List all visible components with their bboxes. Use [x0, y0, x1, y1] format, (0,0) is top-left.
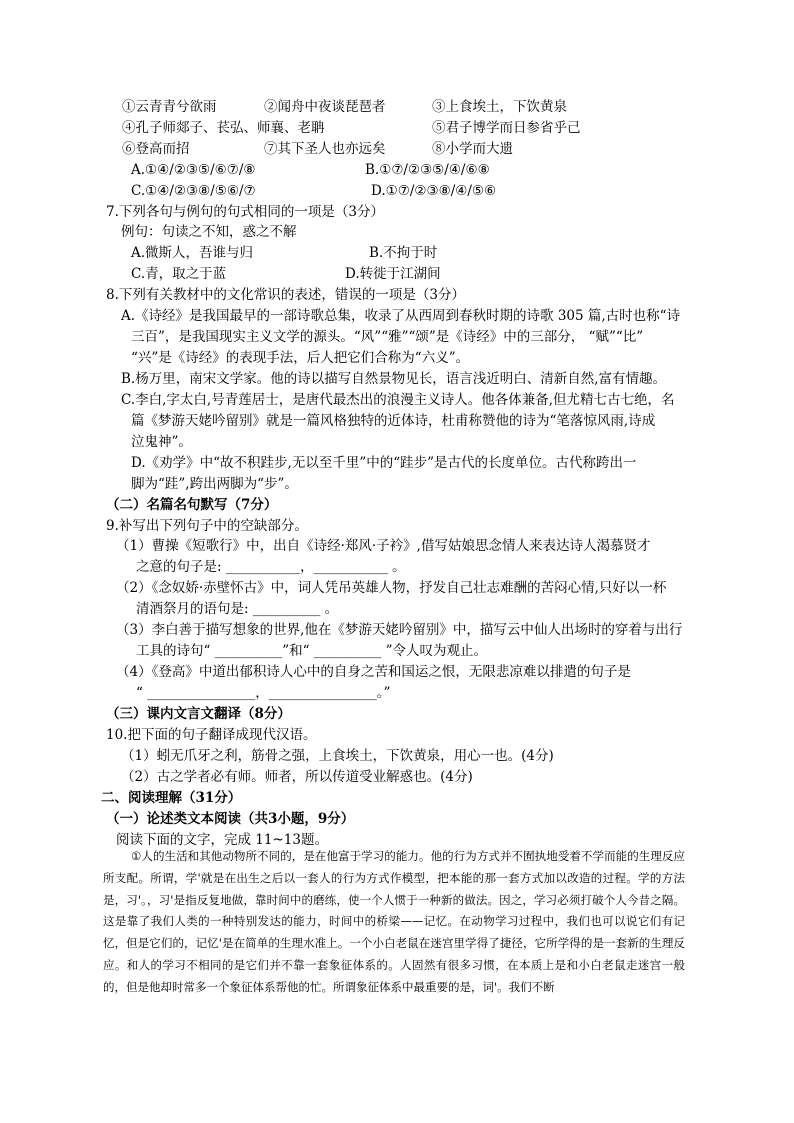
section-translation-heading: （三）课内文言文翻译（8分） — [106, 706, 291, 722]
q10-sentence-1: （1）蚓无爪牙之利，筋骨之强，上食埃土，下饮黄泉，用心一也。(4分) — [121, 748, 554, 764]
q6-item-4: ④孔子师郯子、苌弘、师襄、老聃 — [122, 120, 325, 136]
q7-option-d: D.转徙于江湖间 — [345, 266, 441, 282]
q6-item-2: ②闻舟中夜谈琵琶者 — [264, 99, 386, 115]
q8-a-line1: A.《诗经》是我国最早的一部诗歌总集，收录了从西周到春秋时期的诗歌 305 篇,古时也称“诗 — [121, 308, 681, 324]
q6-item-1: ①云青青兮欲雨 — [122, 99, 217, 115]
q7-option-a: A.微斯人，吾谁与归 — [131, 245, 254, 261]
reading-instruction: 阅读下面的文字，完成 11~13题。 — [116, 832, 328, 848]
q9-s4-line1: （4）《登高》中道出郁积诗人心中的自身之苦和国运之恨，无限悲凉难以排遣的句子是 — [116, 664, 631, 680]
q6-option-c: C.①④/②③⑧/⑤⑥/⑦ — [131, 183, 256, 199]
q9-s2-line2: 清酒祭月的语句是: __________ 。 — [136, 601, 339, 617]
q9-s1-line1: （1）曹操《短歌行》中，出自《诗经·郑风·子衿》,借写姑娘思念情人来表达诗人渴慕贤才 — [116, 538, 651, 554]
q8-d-line1: D.《劝学》中“故不积跬步,无以至千里”中的“跬步”是古代的长度单位。古代称跨出一 — [131, 455, 637, 471]
q8-b-line1: B.杨万里，南宋文学家。他的诗以描写自然景物见长，语言浅近明白、清新自然,富有情趣。 — [121, 371, 667, 387]
q6-item-8: ⑧小学而大遗 — [432, 141, 513, 157]
q10-stem: 10.把下面的句子翻译成现代汉语。 — [106, 727, 317, 743]
q9-s2-line1: （2）《念奴娇·赤壁怀古》中，词人凭吊英雄人物，抒发自己壮志难酬的苦闷心情,只好以一杯 — [116, 580, 667, 596]
q7-option-c: C.青，取之于蓝 — [131, 266, 227, 282]
q8-stem: 8.下列有关教材中的文化常识的表述，错误的一项是（3分） — [106, 287, 465, 303]
q8-c-line3: 泣鬼神”。 — [131, 434, 192, 450]
q9-stem: 9.补写出下列句子中的空缺部分。 — [106, 518, 308, 534]
q6-item-5: ⑤君子博学而日参省乎己 — [432, 120, 581, 136]
q10-sentence-2: （2）古之学者必有师。师者，所以传道受业解惑也。(4分) — [121, 769, 473, 785]
q8-a-line2: 三百”，是我国现实主义文学的源头。“风”“雅”“颂”是《诗经》中的三部分， “赋”“比” — [131, 329, 644, 345]
q7-example: 例句：句读之不知，惑之不解 — [121, 224, 297, 240]
q8-a-line3: “兴”是《诗经》的表现手法，后人把它们合称为“六义”。 — [131, 350, 470, 366]
q8-d-line2: 脚为“跬”,跨出两脚为“步”。 — [131, 476, 298, 492]
q8-c-line2: 篇《梦游天姥吟留别》就是一篇风格独特的近体诗，杜甫称赞他的诗为“笔落惊风雨,诗成 — [131, 413, 656, 429]
q7-option-b: B.不拘于时 — [369, 245, 438, 261]
q9-s1-line2: 之意的句子是: ___________，___________ 。 — [136, 559, 406, 575]
q6-option-d: D.①⑦/②③⑧/④/⑤⑥ — [371, 183, 497, 199]
q6-item-3: ③上食埃土，下饮黄泉 — [432, 99, 567, 115]
q6-option-a: A.①④/②③⑤/⑥⑦/⑧ — [131, 162, 256, 178]
q9-s4-line2: “ ________________，________________。” — [136, 685, 391, 701]
q6-option-b: B.①⑦/②③⑤/④/⑥⑧ — [365, 162, 490, 178]
reading-passage: ①人的生活和其他动物所不同的，是在他富于学习的能力。他的行为方式并不囿执地受着不学而能的生理反应所支配。所谓，学'就是在出生之后以一套人的行为方式作模型，把本能的那一套方式加以改造的过程。学的方法是，习'。，习'是指反复地做，靠时间中的磨练，使一个人惯于一种新的做法。因之，学习必须打破个人今昔之隔。这是靠了我们人类的一种特别发达的能力，时间中的桥梁——记忆。在动物学习过程中，我们也可以说它们有记忆，但是它们的，记忆'是在简单的生理水准上。一个小白老鼠在迷宫里学得了捷径，它所学得的是一套新的生理反应。和人的学习不相同的是它们并不靠一套象征体系的。人固然有很多习惯，在本质上是和小白老鼠走迷宫一般的，但是他却时常多一个象征体系帮他的忙。所谓象征体系中最重要的是，词'。我们不断 — [103, 849, 685, 994]
q9-s3-line2: 工具的诗句“ __________”和“ __________ ”令人叹为观止。 — [136, 643, 487, 659]
section-dictation-heading: （二）名篇名句默写（7分） — [106, 497, 278, 513]
part2-heading: 二、阅读理解（31分） — [101, 790, 242, 806]
q8-c-line1: C.李白,字太白,号青莲居士，是唐代最杰出的浪漫主义诗人。他各体兼备,但尤精七古七绝，名 — [121, 392, 675, 408]
q7-stem: 7.下列各句与例句的句式相同的一项是（3分） — [106, 204, 384, 220]
q9-s3-line1: （3）李白善于描写想象的世界,他在《梦游天姥吟留别》中，描写云中仙人出场时的穿着与出行 — [116, 622, 683, 638]
q6-item-6: ⑥登高而招 — [122, 141, 190, 157]
q6-item-7: ⑦其下圣人也亦远矣 — [264, 141, 386, 157]
part2-subheading: （一）论述类文本阅读（共3小题，9分） — [106, 811, 355, 827]
